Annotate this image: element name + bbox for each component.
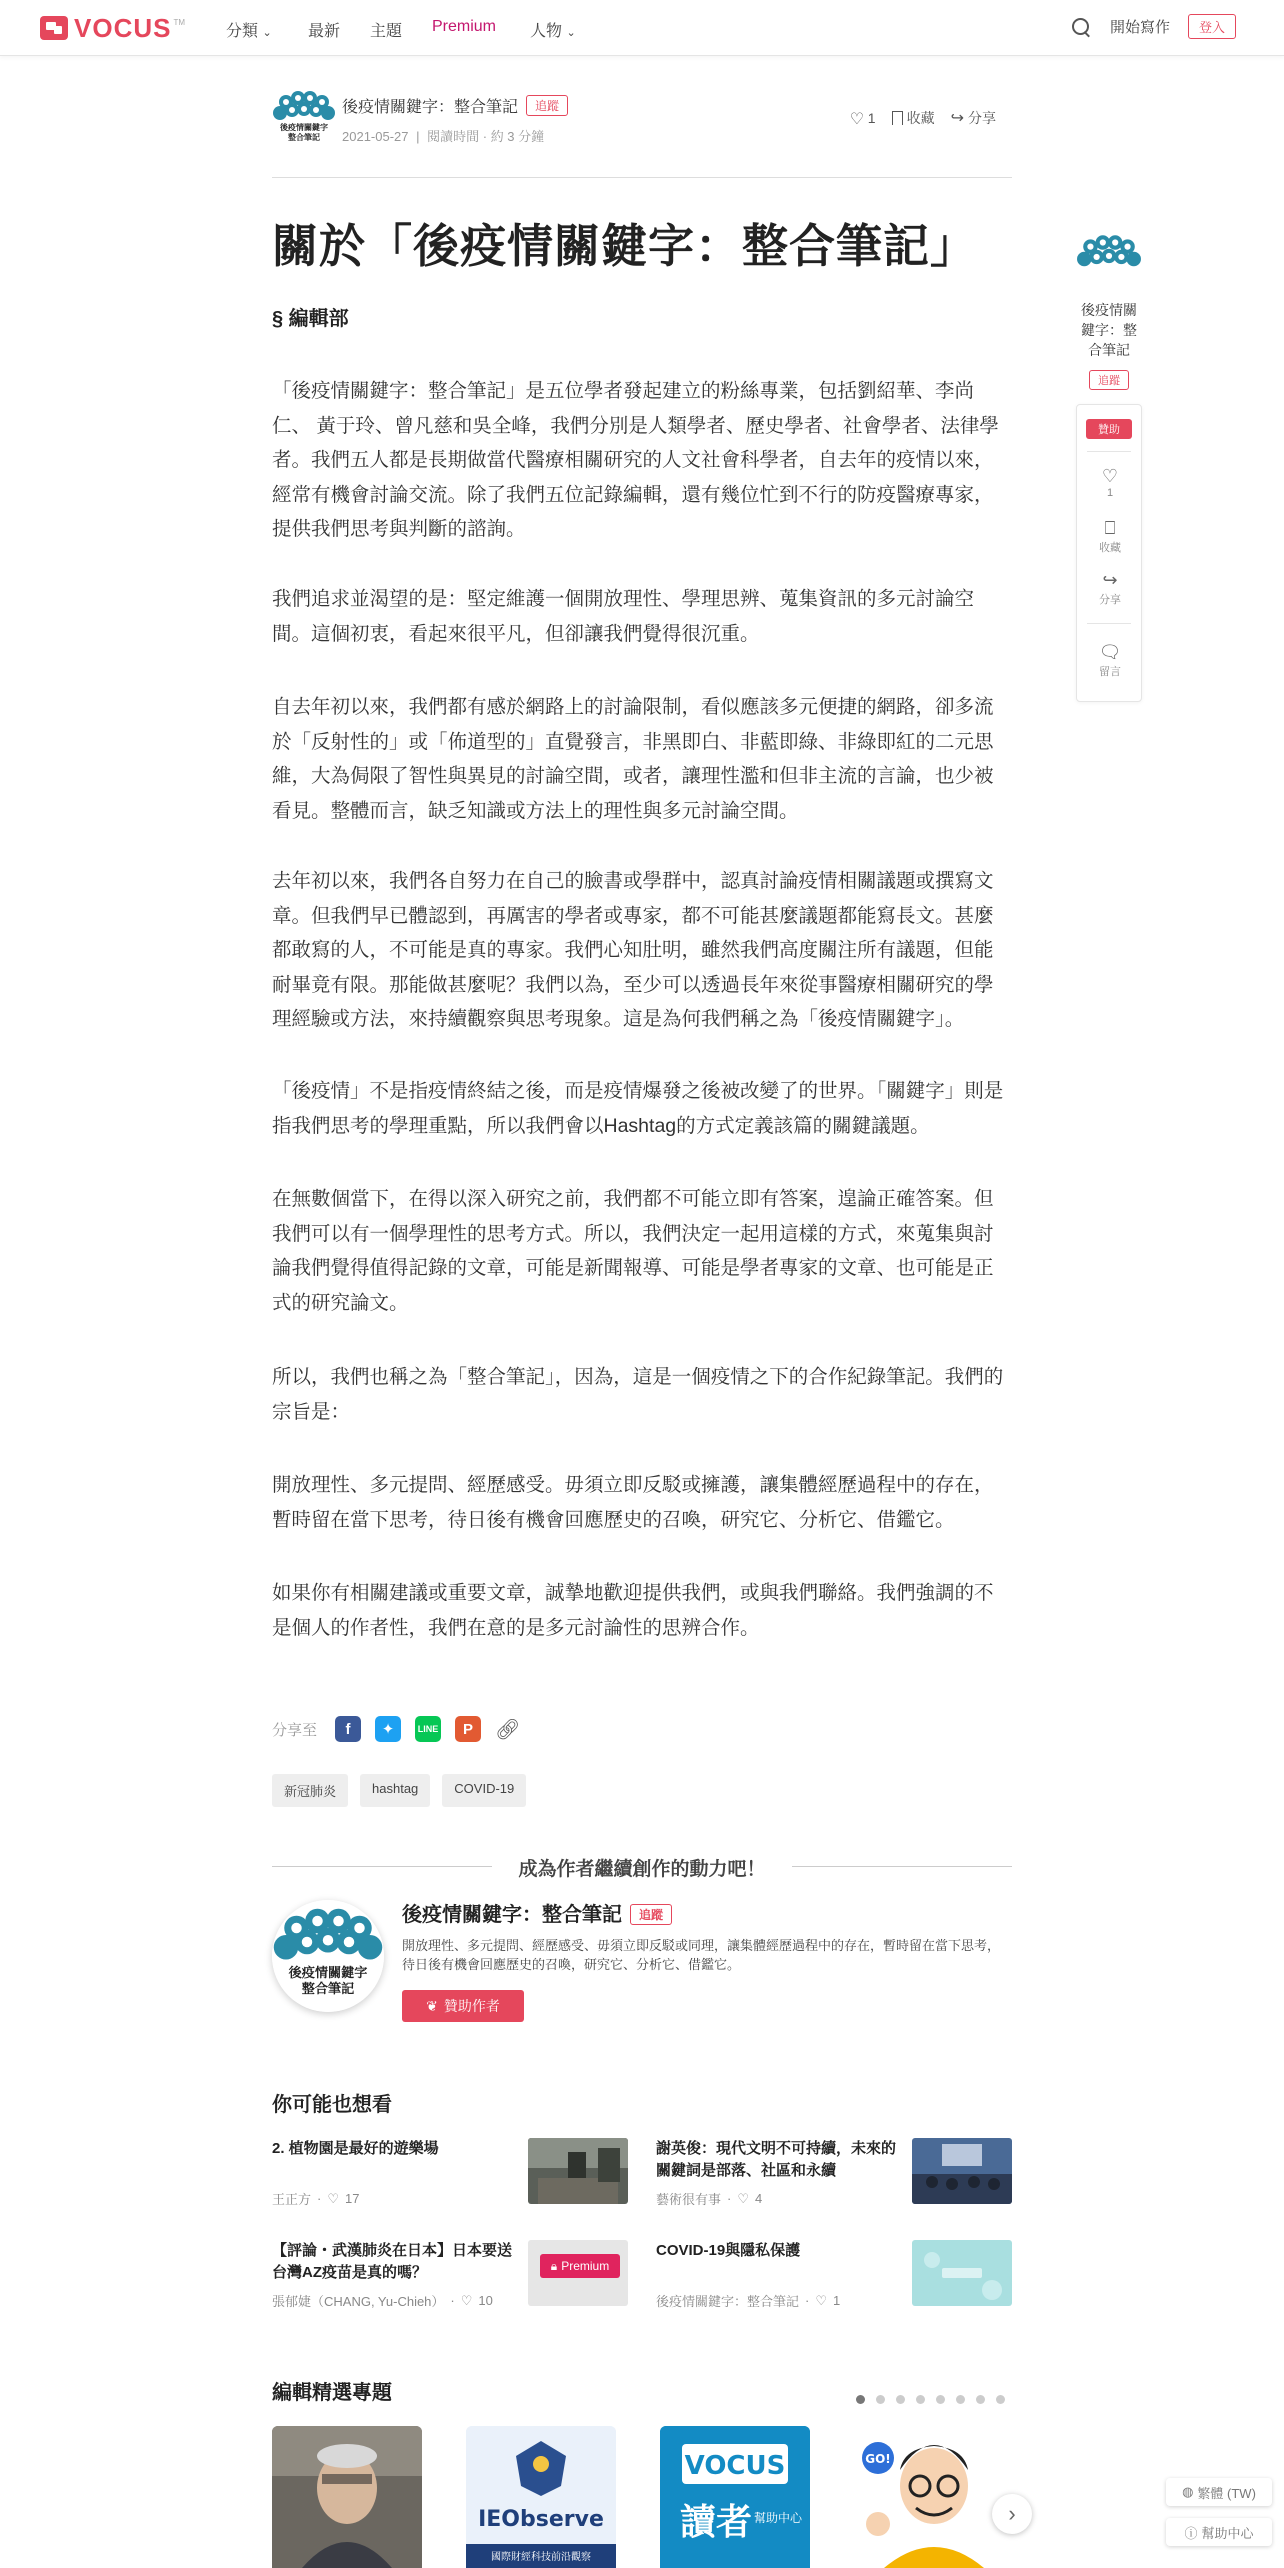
- svg-text:VOCUS: VOCUS: [684, 2451, 786, 2481]
- heart-icon: ♡: [737, 2190, 750, 2206]
- recommend-thumbnail: [528, 2138, 628, 2204]
- recommend-thumbnail: [528, 2240, 628, 2306]
- nav-premium[interactable]: Premium: [432, 18, 497, 35]
- nav-topics[interactable]: 主題: [370, 23, 403, 40]
- recommend-item[interactable]: 2. 植物園是最好的遊樂場 王正方 · ♡ 17: [272, 2138, 628, 2208]
- read-time: 閱讀時間 · 約 3 分鐘: [427, 129, 545, 144]
- language-switch-button[interactable]: ◍ 繁體 (TW): [1166, 2478, 1272, 2506]
- follow-button[interactable]: 追蹤: [630, 1904, 672, 1925]
- svg-text:國際財經科技前沿觀察: 國際財經科技前沿觀察: [491, 2552, 591, 2563]
- author-avatar[interactable]: [272, 1900, 384, 2012]
- article-paragraph: 所以，我們也稱之為「整合筆記」，因為，這是一個疫情之下的合作紀錄筆記。我們的宗旨是：: [272, 1366, 1004, 1423]
- svg-text:整合筆記: 整合筆記: [301, 1981, 355, 1997]
- svg-text:GO!: GO!: [865, 2452, 891, 2466]
- recommend-title: 你可能也想看: [272, 2094, 392, 2116]
- svg-text:整合筆記: 整合筆記: [288, 133, 320, 142]
- facebook-icon[interactable]: f: [335, 1716, 361, 1742]
- article-paragraph: 如果你有相關建議或重要文章，誠摯地歡迎提供我們，或與我們聯絡。我們強調的不是個人的作者性，我們在意的是多元討論性的思辨合作。: [272, 1582, 994, 1639]
- follow-button[interactable]: 追蹤: [526, 95, 568, 116]
- logo-tm: TM: [173, 17, 186, 27]
- svg-text:後疫情關鍵字: 後疫情關鍵字: [280, 123, 328, 132]
- article-paragraph: 在無數個當下，在得以深入研究之前，我們都不可能立即有答案，遑論正確答案。但我們可以有一個學理性的思考方式。所以，我們決定一起用這樣的方式，來蒐集與討論我們覺得值得記錄的文章，可能是新聞報導、可能是學者專家的文章、也可能是正式的研究論文。: [272, 1188, 994, 1314]
- sidebar-follow-button[interactable]: 追蹤: [1089, 370, 1129, 390]
- nav-people[interactable]: 人物 ⌄: [530, 23, 576, 40]
- sidebar-share-button[interactable]: ↪ 分享: [1077, 569, 1143, 607]
- nav-latest[interactable]: 最新: [308, 23, 341, 40]
- carousel-dot[interactable]: [916, 2395, 925, 2404]
- topic-card[interactable]: [272, 2426, 422, 2568]
- tag[interactable]: hashtag: [360, 1774, 430, 1807]
- sidebar-author-avatar[interactable]: [1076, 226, 1142, 292]
- share-icon: ↪: [1102, 570, 1118, 590]
- share-button[interactable]: ↪ 分享: [951, 108, 996, 128]
- comment-icon: 🗨︎: [1098, 642, 1122, 662]
- tag-list: [272, 1774, 526, 1807]
- nav-category[interactable]: 分類 ⌄: [226, 23, 272, 40]
- topic-card[interactable]: [660, 2426, 810, 2568]
- globe-icon: ◍: [1182, 2484, 1194, 2499]
- leaf-icon: ❦: [426, 1997, 438, 2014]
- topic-card[interactable]: [466, 2426, 616, 2568]
- author-bar: [272, 86, 1012, 178]
- vocus-logo[interactable]: [40, 14, 185, 42]
- heart-icon: ♡: [460, 2292, 473, 2308]
- support-author-desc: 開放理性、多元提問、經歷感受、毋須立即反駁或同理，讓集體經歷過程中的存在，暫時留在當下思考，待日後有機會回應歷史的召喚，研究它、分析它、借鑑它。: [402, 1938, 1001, 1972]
- svg-text:幫助中心: 幫助中心: [753, 2511, 803, 2525]
- tag[interactable]: 新冠肺炎: [272, 1774, 348, 1807]
- article-paragraph: 開放理性、多元提問、經歷感受。毋須立即反駁或擁護，讓集體經歷過程中的存在，暫時留在當下思考，待日後有機會回應歷史的召喚，研究它、分析它、借鑑它。: [272, 1474, 994, 1531]
- carousel-dot[interactable]: [976, 2395, 985, 2404]
- question-icon: ⓘ: [1184, 2525, 1198, 2541]
- support-card: [272, 1898, 1012, 2018]
- heart-icon: ♡: [1101, 466, 1119, 486]
- post-actions: [850, 108, 996, 128]
- chevron-right-icon: ›: [1008, 2501, 1016, 2526]
- sidebar-comment-button[interactable]: 🗨︎ 留言: [1077, 641, 1143, 679]
- vocus-logo-icon: [40, 16, 68, 40]
- bookmark-icon: ⎕: [1104, 518, 1116, 538]
- top-nav: [0, 0, 1284, 56]
- lock-icon: 🔒︎: [550, 2258, 558, 2273]
- copy-link-icon[interactable]: 🔗︎: [495, 1718, 521, 1741]
- recommend-item[interactable]: 【評論・武漢肺炎在日本】日本要送台灣AZ疫苗是真的嗎？ 張郁婕（CHANG, Yu-Chieh） · ♡ 10 🔒︎ Premium: [272, 2240, 628, 2310]
- article-paragraph: 自去年初以來，我們都有感於網路上的討論限制，看似應該多元便捷的網路，卻多流於「反射性的」或「佈道型的」直覺發言，非黑即白、非藍即綠、非綠即紅的二元思維，大為侷限了智性與異見的討論空間，或者，讓理性濫和但非主流的言論，也少被看見。整體而言，缺乏知識或方法上的理性與多元討論空間。: [272, 696, 994, 822]
- chevron-down-icon: ⌄: [262, 27, 272, 39]
- search-icon[interactable]: [1070, 16, 1092, 38]
- author-avatar[interactable]: [272, 86, 336, 150]
- article-paragraph: 我們追求並渴望的是：堅定維護一個開放理性、學理思辨、蒐集資訊的多元討論空間。這個初衷，看起來很平凡，但卻讓我們覺得很沉重。: [272, 588, 975, 645]
- svg-text:讀者: 讀者: [679, 2502, 753, 2543]
- logo-text: VOCUS: [74, 12, 172, 43]
- chevron-down-icon: ⌄: [566, 27, 576, 39]
- post-date: 2021-05-27: [342, 129, 409, 144]
- recommend-thumbnail: [912, 2138, 1012, 2204]
- heart-icon: [850, 112, 864, 125]
- support-heading: 成為作者繼續創作的動力吧！: [272, 1852, 1012, 1882]
- post-meta: 2021-05-27 | 閱讀時間 · 約 3 分鐘: [342, 129, 545, 144]
- sidebar-action-panel: [1076, 404, 1142, 702]
- svg-text:後疫情關鍵字: 後疫情關鍵字: [288, 1966, 368, 1981]
- share-label: 分享至: [272, 1721, 318, 1739]
- recommend-item[interactable]: 謝英俊：現代文明不可持續，未來的關鍵詞是部落、社區和永續 藝術很有事 · ♡ 4: [656, 2138, 1012, 2208]
- article-paragraph: 去年初以來，我們各自努力在自己的臉書或學群中，認真討論疫情相關議題或撰寫文章。但我們早已體認到，再厲害的學者或專家，都不可能甚麼議題都能寫長文。甚麼都敢寫的人，不可能是真的專家。我們心知肚明，雖然我們高度關注所有議題，但能耐畢竟有限。那能做甚麼呢？我們以為，至少可以透過長年來從事醫療相關研究的學理經驗或方法，來持續觀察與思考現象。這是為何我們稱之為「後疫情關鍵字」。: [272, 870, 994, 1030]
- carousel-next-button[interactable]: [992, 2494, 1032, 2534]
- recommend-thumbnail: [912, 2240, 1012, 2306]
- recommend-item[interactable]: COVID-19與隱私保護 後疫情關鍵字：整合筆記 · ♡ 1: [656, 2240, 1012, 2310]
- sidebar-like-button[interactable]: ♡ 1: [1077, 465, 1143, 499]
- sidebar-author-name[interactable]: 後疫情關鍵字：整合筆記: [1081, 302, 1137, 358]
- carousel-dot[interactable]: [856, 2395, 865, 2404]
- line-icon[interactable]: LINE: [415, 1716, 441, 1742]
- share-icon: [951, 108, 964, 128]
- login-button[interactable]: 登入: [1188, 14, 1236, 39]
- article-paragraph: 「後疫情關鍵字：整合筆記」是五位學者發起建立的粉絲專業，包括劉紹華、李尚仁、 黃于玲、曾凡慈和吳全峰，我們分別是人類學者、歷史學者、社會學者、法律學者。我們五人都是長期做當代醫療相關研究的人文社會科學者，自去年的疫情以來，經常有機會討論交流。除了我們五位記錄編輯，還有幾位忙到不行的防疫醫療專家，提供我們思考與判斷的諮詢。: [272, 380, 999, 540]
- heart-icon: ♡: [327, 2190, 340, 2206]
- heart-icon: ♡: [815, 2292, 828, 2308]
- carousel-dot[interactable]: [876, 2395, 885, 2404]
- sponsor-author-button[interactable]: ❦ 贊助作者: [402, 1990, 524, 2022]
- article-paragraph: 「後疫情」不是指疫情終結之後，而是疫情爆發之後被改變了的世界。「關鍵字」則是指我們思考的學理重點，所以我們會以Hashtag的方式定義該篇的關鍵議題。: [272, 1080, 1004, 1137]
- sidebar-bookmark-button[interactable]: ⎕ 收藏: [1077, 517, 1143, 555]
- carousel-dot[interactable]: [956, 2395, 965, 2404]
- topics-title: 編輯精選專題: [272, 2382, 392, 2404]
- article-title: 關於「後疫情關鍵字：整合筆記」: [272, 220, 977, 272]
- topic-card[interactable]: [854, 2426, 1004, 2568]
- share-row: [272, 1716, 520, 1742]
- author-name[interactable]: 後疫情關鍵字：整合筆記 追蹤: [342, 94, 568, 117]
- svg-text:IEObserve: IEObserve: [478, 2507, 604, 2532]
- section-heading: § 編輯部: [272, 308, 349, 330]
- support-author-name[interactable]: 後疫情關鍵字：整合筆記 追蹤: [402, 1898, 672, 1927]
- help-center-button[interactable]: ⓘ 幫助中心: [1166, 2518, 1272, 2546]
- carousel-dot[interactable]: [896, 2395, 905, 2404]
- like-button[interactable]: ♡ 1: [850, 110, 876, 126]
- twitter-icon[interactable]: ✦: [375, 1716, 401, 1742]
- plurk-icon[interactable]: P: [455, 1716, 481, 1742]
- tag[interactable]: COVID-19: [442, 1774, 526, 1807]
- sidebar-sponsor-button[interactable]: 贊助: [1086, 419, 1132, 439]
- premium-badge: 🔒︎ Premium: [540, 2254, 620, 2278]
- carousel-dot[interactable]: [996, 2395, 1005, 2404]
- start-writing-link[interactable]: 開始寫作: [1109, 19, 1170, 36]
- carousel-dots: [856, 2395, 1005, 2404]
- bookmark-icon: [892, 111, 903, 125]
- bookmark-button[interactable]: 收藏: [892, 108, 935, 128]
- floating-sidebar: [1076, 226, 1142, 390]
- carousel-dot[interactable]: [936, 2395, 945, 2404]
